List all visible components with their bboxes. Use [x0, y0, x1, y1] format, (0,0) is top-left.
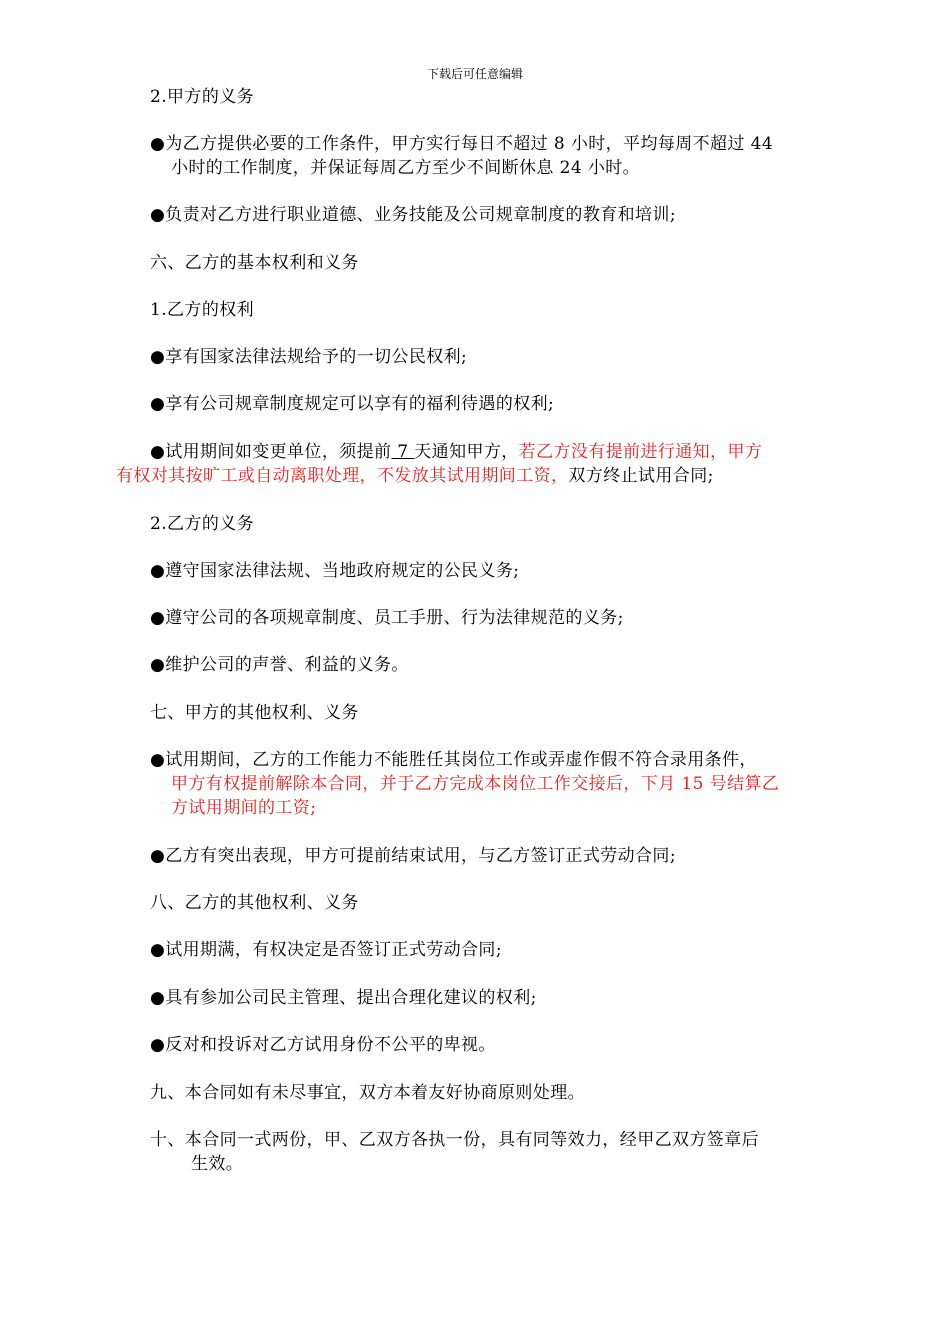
section-heading-party-b-rights: 1.乙方的权利	[150, 300, 255, 320]
paragraph-line	[116, 440, 762, 464]
highlighted-text: 若乙方没有提前进行通知，甲方	[518, 442, 763, 462]
text-run: 天通知甲方，	[414, 442, 519, 462]
section-heading-seven: 七、甲方的其他权利、义务	[150, 703, 359, 723]
paragraph-termination	[150, 748, 779, 820]
highlighted-text: 有权对其按旷工或自动离职处理，不发放其试用期间工资，	[116, 466, 569, 486]
paragraph-line	[116, 464, 762, 488]
paragraph-welfare-rights: ●享有公司规章制度规定可以享有的福利待遇的权利;	[150, 394, 555, 414]
paragraph-complaint: ●反对和投诉对乙方试用身份不公平的卑视。	[150, 1035, 496, 1055]
section-heading-party-b-obligations: 2.乙方的义务	[150, 514, 255, 534]
paragraph-company-rules: ●遵守公司的各项规章制度、员工手册、行为法律规范的义务;	[150, 608, 624, 628]
text-run: ●试用期间如变更单位，须提前	[150, 442, 392, 462]
section-heading-nine: 九、本合同如有未尽事宜，双方本着友好协商原则处理。	[150, 1083, 585, 1103]
paragraph-line: 生效。	[191, 1154, 244, 1174]
paragraph-working-conditions	[150, 132, 773, 180]
section-heading-six: 六、乙方的基本权利和义务	[150, 253, 359, 273]
text-run: 双方终止试用合同;	[568, 466, 714, 486]
highlighted-text: 甲方有权提前解除本合同，并于乙方完成本岗位工作交接后，下月 15 号结算乙	[171, 774, 780, 794]
paragraph-line: 小时的工作制度，并保证每周乙方至少不间断休息 24 小时。	[171, 158, 641, 178]
header-note: 下载后可任意编辑	[426, 67, 523, 81]
paragraph-line: 十、本合同一式两份，甲、乙双方各执一份，具有同等效力，经甲乙双方签章后	[150, 1130, 759, 1150]
paragraph-civil-rights: ●享有国家法律法规给予的一切公民权利;	[150, 347, 468, 367]
paragraph-company-reputation: ●维护公司的声誉、利益的义务。	[150, 655, 409, 675]
paragraph-training: ●负责对乙方进行职业道德、业务技能及公司规章制度的教育和培训;	[150, 205, 676, 225]
paragraph-line: ●为乙方提供必要的工作条件，甲方实行每日不超过 8 小时，平均每周不超过 44	[150, 134, 774, 154]
paragraph-probation-end: ●试用期满，有权决定是否签订正式劳动合同;	[150, 940, 502, 960]
notice-days: 7	[391, 442, 415, 462]
highlighted-text: 方试用期间的工资;	[171, 798, 317, 818]
paragraph-early-completion: ●乙方有突出表现，甲方可提前结束试用，与乙方签订正式劳动合同;	[150, 846, 676, 866]
paragraph-participation: ●具有参加公司民主管理、提出合理化建议的权利;	[150, 988, 537, 1008]
section-heading-ten	[150, 1128, 759, 1176]
paragraph-line: ●试用期间，乙方的工作能力不能胜任其岗位工作或弄虚作假不符合录用条件，	[150, 750, 757, 770]
paragraph-change-employer	[116, 440, 762, 488]
paragraph-civil-obligations: ●遵守国家法律法规、当地政府规定的公民义务;	[150, 561, 520, 581]
section-heading-eight: 八、乙方的其他权利、义务	[150, 893, 359, 913]
section-heading-party-a-obligations: 2.甲方的义务	[150, 87, 255, 107]
